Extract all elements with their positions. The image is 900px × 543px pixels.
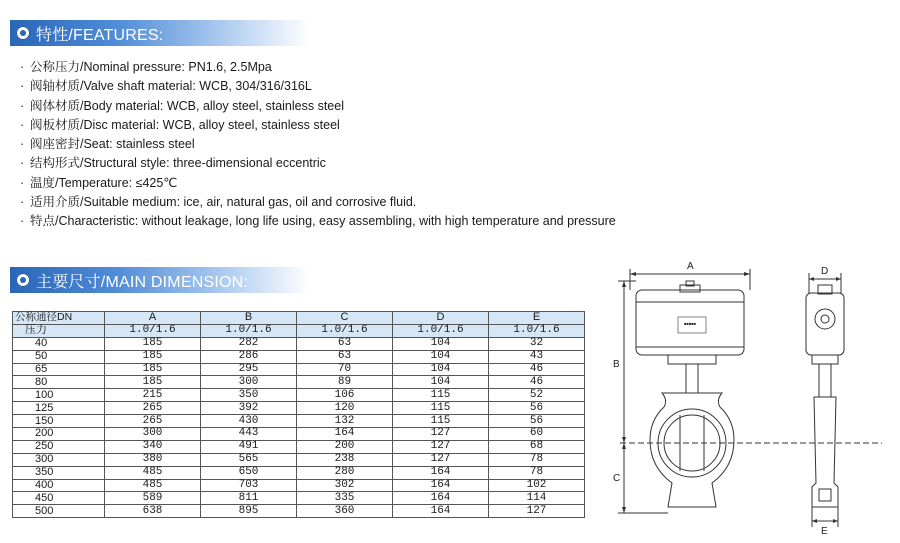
table-row	[13, 376, 585, 389]
feature-item	[20, 116, 616, 135]
table-cell: 185	[105, 363, 201, 376]
table-cell: 63	[297, 350, 393, 363]
table-cell: 350	[201, 389, 297, 402]
features-list	[20, 58, 616, 232]
table-cell: 164	[393, 466, 489, 479]
bullet-dot-icon: ·	[20, 195, 25, 210]
table-pressure-row	[13, 324, 585, 337]
dimension-banner	[10, 267, 310, 293]
table-header-row	[13, 312, 585, 325]
table-cell: 164	[393, 505, 489, 518]
table-cell: 280	[297, 466, 393, 479]
bullet-dot-icon: ·	[20, 156, 25, 171]
valve-body	[650, 393, 734, 507]
row-label-cell: 40	[13, 337, 105, 350]
bullet-dot-icon: ·	[20, 79, 25, 94]
table-cell: 60	[489, 428, 585, 441]
table-row	[13, 415, 585, 428]
table-cell: 164	[297, 428, 393, 441]
table-cell: 102	[489, 479, 585, 492]
table-cell: 360	[297, 505, 393, 518]
table-cell: 164	[393, 479, 489, 492]
row-label-cell: 150	[13, 415, 105, 428]
table-row	[13, 440, 585, 453]
actuator-nameplate: ■■■■■	[684, 321, 697, 326]
table-cell: 215	[105, 389, 201, 402]
table-cell: 46	[489, 363, 585, 376]
table-cell: 56	[489, 402, 585, 415]
feature-item	[20, 77, 616, 96]
table-cell: 114	[489, 492, 585, 505]
row-label-cell: 500	[13, 505, 105, 518]
table-cell: 485	[105, 479, 201, 492]
table-row	[13, 389, 585, 402]
feature-text: 阀板材质/Disc material: WCB, alloy steel, stainless steel	[30, 117, 340, 132]
feature-item	[20, 97, 616, 116]
feature-text: 结构形式/Structural style: three-dimensional eccentric	[30, 156, 326, 171]
table-cell: 185	[105, 337, 201, 350]
table-cell: 52	[489, 389, 585, 402]
label-a: A	[687, 261, 694, 272]
table-row	[13, 492, 585, 505]
row-label-cell: 450	[13, 492, 105, 505]
table-cell: E	[489, 312, 585, 325]
row-label-cell: 65	[13, 363, 105, 376]
bullet-dot-icon: ·	[20, 137, 25, 152]
bullet-dot-icon: ·	[20, 98, 25, 113]
table-cell: 443	[201, 428, 297, 441]
table-cell: 46	[489, 376, 585, 389]
table-cell: 127	[393, 440, 489, 453]
features-title: 特性/FEATURES:	[36, 26, 164, 44]
feature-item	[20, 135, 616, 154]
table-cell: 485	[105, 466, 201, 479]
feature-text: 特点/Characteristic: without leakage, long life using, easy assembling, with high temperature and pressure	[30, 214, 616, 229]
feature-text: 阀座密封/Seat: stainless steel	[30, 137, 195, 152]
table-cell: 106	[297, 389, 393, 402]
feature-text: 阀轴材质/Valve shaft material: WCB, 304/316/316L	[30, 79, 312, 94]
row-label-cell: 400	[13, 479, 105, 492]
table-cell: 63	[297, 337, 393, 350]
table-cell: 638	[105, 505, 201, 518]
dimension-title: 主要尺寸/MAIN DIMENSION:	[36, 273, 249, 291]
table-cell: 300	[201, 376, 297, 389]
table-cell: 282	[201, 337, 297, 350]
feature-item	[20, 154, 616, 173]
bullet-dot-icon: ·	[20, 60, 25, 74]
table-row	[13, 466, 585, 479]
table-cell: 104	[393, 376, 489, 389]
label-b: B	[613, 359, 620, 370]
row-label-cell: 公称通径DN	[13, 312, 105, 325]
table-cell: 68	[489, 440, 585, 453]
table-row	[13, 505, 585, 518]
table-cell: 104	[393, 363, 489, 376]
table-cell: 286	[201, 350, 297, 363]
table-row	[13, 479, 585, 492]
feature-text: 适用介质/Suitable medium: ice, air, natural gas, oil and corrosive fluid.	[30, 195, 417, 210]
label-d: D	[821, 266, 829, 277]
table-cell: 238	[297, 453, 393, 466]
bullet-circle-icon	[16, 26, 30, 40]
table-row	[13, 337, 585, 350]
table-cell: 565	[201, 453, 297, 466]
bullet-dot-icon: ·	[20, 214, 25, 229]
table-cell: 392	[201, 402, 297, 415]
table-cell: 302	[297, 479, 393, 492]
table-cell: 78	[489, 466, 585, 479]
table-row	[13, 402, 585, 415]
table-cell: 164	[393, 492, 489, 505]
table-cell: 295	[201, 363, 297, 376]
table-cell: 265	[105, 415, 201, 428]
row-label-cell: 压力	[13, 324, 105, 337]
dimension-table	[12, 311, 585, 518]
table-row	[13, 428, 585, 441]
table-cell: D	[393, 312, 489, 325]
table-cell: 185	[105, 376, 201, 389]
table-cell: 1.0/1.6	[489, 324, 585, 337]
table-cell: 127	[489, 505, 585, 518]
table-cell: 380	[105, 453, 201, 466]
table-cell: 1.0/1.6	[201, 324, 297, 337]
table-cell: 703	[201, 479, 297, 492]
table-cell: 120	[297, 402, 393, 415]
row-label-cell: 50	[13, 350, 105, 363]
row-label-cell: 300	[13, 453, 105, 466]
table-cell: 127	[393, 428, 489, 441]
table-cell: 78	[489, 453, 585, 466]
table-cell: C	[297, 312, 393, 325]
table-cell: 811	[201, 492, 297, 505]
table-cell: 115	[393, 402, 489, 415]
table-cell: 491	[201, 440, 297, 453]
table-cell: 132	[297, 415, 393, 428]
feature-item	[20, 212, 616, 231]
table-cell: 650	[201, 466, 297, 479]
table-row	[13, 453, 585, 466]
table-cell: 335	[297, 492, 393, 505]
row-label-cell: 350	[13, 466, 105, 479]
row-label-cell: 100	[13, 389, 105, 402]
table-cell: 56	[489, 415, 585, 428]
table-cell: 32	[489, 337, 585, 350]
table-cell: 265	[105, 402, 201, 415]
table-cell: B	[201, 312, 297, 325]
table-cell: 185	[105, 350, 201, 363]
table-row	[13, 350, 585, 363]
table-cell: 589	[105, 492, 201, 505]
table-cell: 340	[105, 440, 201, 453]
bullet-dot-icon: ·	[20, 117, 25, 132]
feature-item	[20, 193, 616, 212]
valve-drawing	[600, 255, 892, 535]
table-cell: 104	[393, 350, 489, 363]
feature-item	[20, 58, 616, 77]
row-label-cell: 200	[13, 428, 105, 441]
table-cell: 115	[393, 389, 489, 402]
table-cell: 1.0/1.6	[105, 324, 201, 337]
bullet-circle-icon	[16, 273, 30, 287]
row-label-cell: 125	[13, 402, 105, 415]
side-actuator	[806, 293, 844, 355]
label-e: E	[821, 526, 828, 535]
table-cell: 115	[393, 415, 489, 428]
table-cell: 300	[105, 428, 201, 441]
table-cell: 1.0/1.6	[297, 324, 393, 337]
bullet-dot-icon: ·	[20, 175, 25, 190]
table-cell: 104	[393, 337, 489, 350]
table-cell: 89	[297, 376, 393, 389]
side-body	[812, 397, 838, 507]
table-cell: A	[105, 312, 201, 325]
row-label-cell: 80	[13, 376, 105, 389]
table-cell: 43	[489, 350, 585, 363]
table-cell: 895	[201, 505, 297, 518]
feature-text: 温度/Temperature: ≤425℃	[30, 175, 178, 190]
feature-item	[20, 174, 616, 193]
table-cell: 200	[297, 440, 393, 453]
table-cell: 70	[297, 363, 393, 376]
feature-text: 阀体材质/Body material: WCB, alloy steel, stainless steel	[30, 98, 344, 113]
table-cell: 127	[393, 453, 489, 466]
features-banner	[10, 20, 310, 46]
row-label-cell: 250	[13, 440, 105, 453]
label-c: C	[613, 473, 621, 484]
table-cell: 430	[201, 415, 297, 428]
feature-text: 公称压力/Nominal pressure: PN1.6, 2.5Mpa	[30, 60, 272, 74]
table-row	[13, 363, 585, 376]
table-cell: 1.0/1.6	[393, 324, 489, 337]
